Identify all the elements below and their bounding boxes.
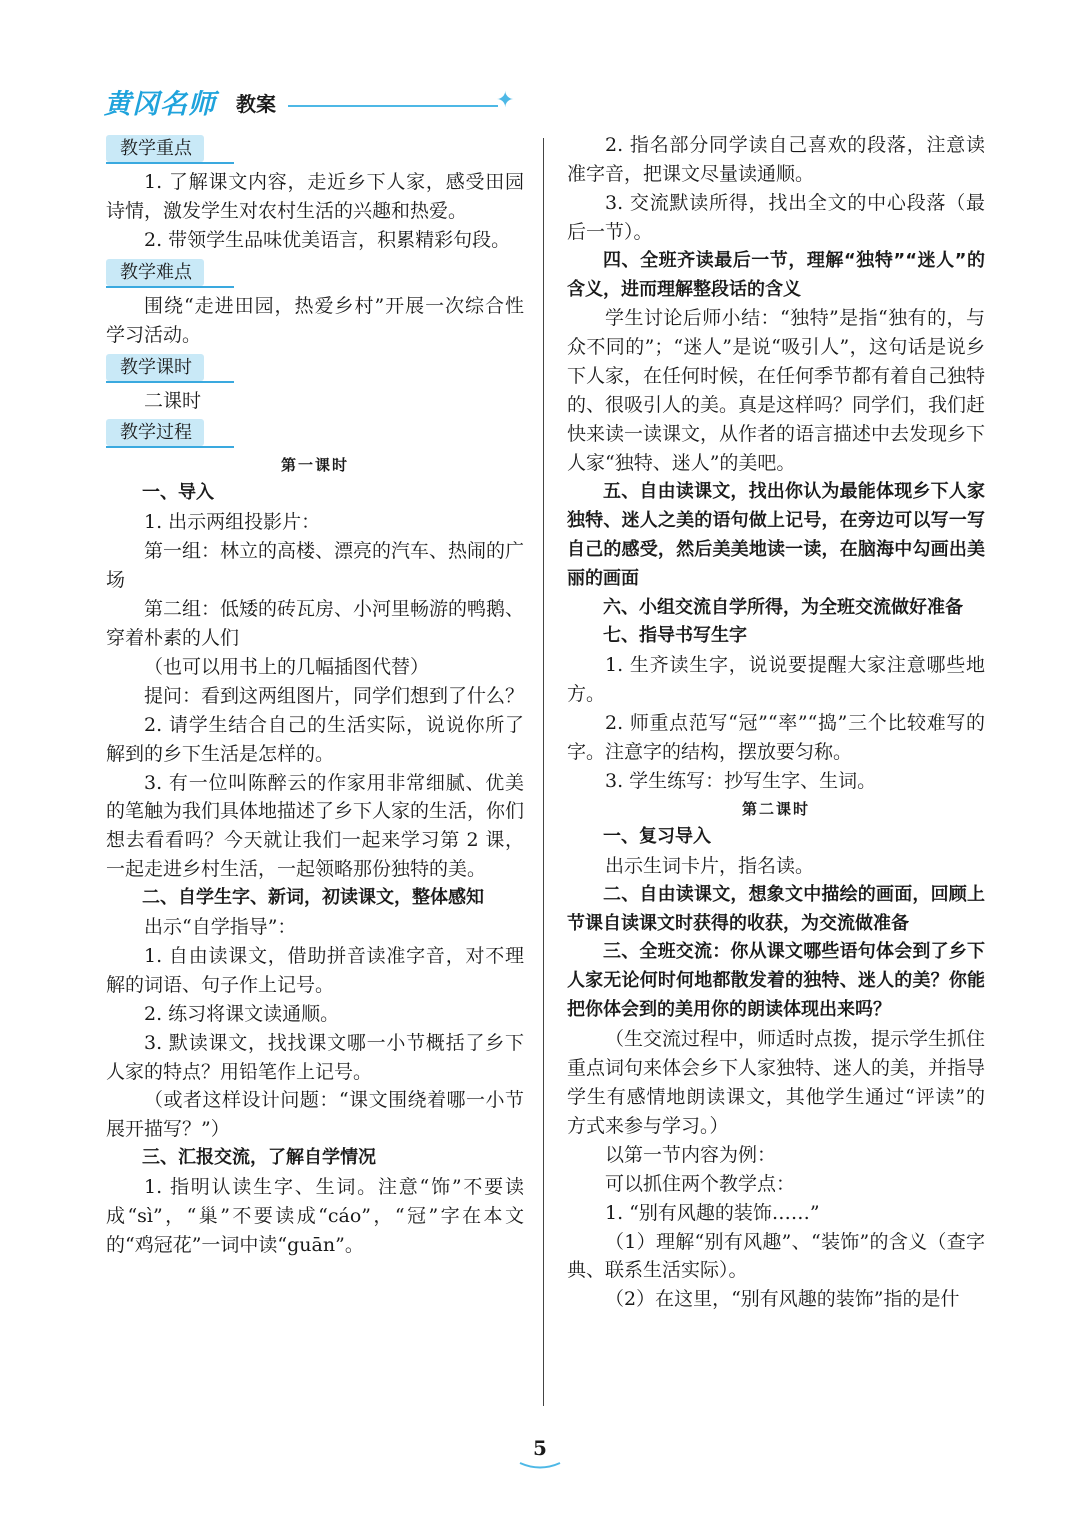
paragraph: 第二组：低矮的砖瓦房、小河里畅游的鸭鹅、穿着朴素的人们 xyxy=(106,598,525,649)
paragraph: 3. 交流默读所得，找出全文的中心段落（最后一节）。 xyxy=(567,191,985,243)
paragraph: 2. 请学生结合自己的生活实际，说说你所了解到的乡下生活是怎样的。 xyxy=(106,713,524,765)
paragraph: 二课时 xyxy=(144,389,202,412)
paragraph: 2. 带领学生品味优美语言，积累精彩句段。 xyxy=(144,228,511,251)
step-heading: 二、自由读课文，想象文中描绘的画面，回顾上节课自读课文时获得的收获，为交流做准备 xyxy=(567,883,985,934)
step-heading: 六、小组交流自学所得，为全班交流做好准备 xyxy=(603,596,963,618)
paragraph: 以第一节内容为例： xyxy=(605,1143,777,1166)
header-rule xyxy=(288,105,498,107)
lesson-title: 第一课时 xyxy=(280,456,349,475)
paragraph: 提问：看到这两组图片，同学们想到了什么？ xyxy=(144,684,525,707)
section-heading: 教学课时 xyxy=(106,354,524,383)
paragraph: 第一组：林立的高楼、漂亮的汽车、热闹的广场 xyxy=(106,540,525,592)
paragraph: （2）在这里，“别有风趣的装饰”指的是什 xyxy=(605,1288,960,1311)
page-number-ornament xyxy=(518,1460,562,1470)
step-heading: 四、全班齐读最后一节，理解“独特”“迷人”的含义，进而理解整段话的含义 xyxy=(567,249,985,300)
left-column xyxy=(106,131,524,1260)
lesson-title: 第二课时 xyxy=(741,799,810,818)
paragraph: 1. 了解课文内容，走近乡下人家，感受田园诗情，激发学生对农村生活的兴趣和热爱。 xyxy=(106,171,524,222)
section-heading: 教学过程 xyxy=(106,419,524,448)
paragraph: 可以抓住两个教学点： xyxy=(605,1172,796,1195)
paragraph: 3. 默读课文，找找课文哪一小节概括了乡下人家的特点？用铅笔作上记号。 xyxy=(106,1031,524,1083)
step-heading: 三、全班交流：你从课文哪些语句体会到了乡下人家无论何时何地都散发着的独特、迷人的美？你能把你体会到的美用你的朗读体现出来吗？ xyxy=(567,941,985,1021)
step-heading: 一、复习导入 xyxy=(603,825,711,847)
paragraph: 2. 师重点范写“冠”“率”“捣”三个比较难写的字。注意字的结构，摆放要匀称。 xyxy=(567,712,985,764)
paragraph: 3. 有一位叫陈醉云的作家用非常细腻、优美的笔触为我们具体地描述了乡下人家的生活，你们想去看看吗？今天就让我们一起来学习第 2 课，一起走进乡村生活，一起领略那份独特的美。 xyxy=(106,771,525,881)
paragraph: 3. 学生练写：抄写生字、生词。 xyxy=(605,769,877,792)
step-heading: 一、导入 xyxy=(142,482,214,504)
right-column xyxy=(567,131,985,1314)
sparkle-icon: ✦ xyxy=(496,88,515,113)
paragraph: （也可以用书上的几幅插图代替） xyxy=(144,655,430,678)
paragraph: （1）理解“别有风趣”、“装饰”的含义（查字典、联系生活实际）。 xyxy=(567,1230,985,1282)
column-divider xyxy=(543,138,544,1406)
paragraph: 1. 出示两组投影片： xyxy=(144,511,321,534)
paragraph: 出示生词卡片，指名读。 xyxy=(605,854,815,877)
paragraph: 1. 生齐读生字，说说要提醒大家注意哪些地方。 xyxy=(567,654,985,706)
section-heading: 教学难点 xyxy=(106,259,524,288)
step-heading: 二、自学生字、新词，初读课文，整体感知 xyxy=(142,887,484,909)
step-heading: 七、指导书写生字 xyxy=(603,625,747,647)
header-subtitle: 教案 xyxy=(236,92,276,116)
step-heading: 五、自由读课文，找出你认为最能体现乡下人家独特、迷人之美的语句做上记号，在旁边可以写一写自己的感受，然后美美地读一读，在脑海中勾画出美丽的画面 xyxy=(567,480,985,589)
section-heading: 教学重点 xyxy=(106,135,524,164)
page-number: 5 xyxy=(533,1436,547,1460)
paragraph: 出示“自学指导”： xyxy=(144,916,297,939)
paragraph: 1. “别有风趣的装饰……” xyxy=(605,1201,820,1224)
paragraph: 2. 指名部分同学读自己喜欢的段落，注意读准字音，把课文尽量读通顺。 xyxy=(567,134,985,185)
paragraph: 围绕“走进田园，热爱乡村”开展一次综合性学习活动。 xyxy=(106,294,524,346)
paragraph: 2. 练习将课文读通顺。 xyxy=(144,1002,340,1025)
paragraph: （或者这样设计问题：“课文围绕着哪一小节展开描写？”） xyxy=(106,1089,524,1141)
paragraph: 1. 自由读课文，借助拼音读准字音，对不理解的词语、句子作上记号。 xyxy=(106,944,524,996)
brand-logo: 黄冈名师 xyxy=(104,89,216,120)
paragraph: （生交流过程中，师适时点拨，提示学生抓住重点词句来体会乡下人家独特、迷人的美，并指导学生有感情地朗读课文，其他学生通过“评读”的方式来参与学习。） xyxy=(567,1028,986,1137)
step-heading: 三、汇报交流，了解自学情况 xyxy=(142,1147,376,1169)
paragraph: 学生讨论后师小结：“独特”是指“独有的，与众不同的”；“迷人”是说“吸引人”，这句话是说乡下人家，在任何时候，在任何季节都有着自己独特的、很吸引人的美。真是这样吗？同学们，我们赶快来读一读课文，从作者的语言描述中去发现乡下人家“独特、迷人”的美吧。 xyxy=(567,307,986,474)
paragraph: 1. 指明认读生字、生词。注意“饰”不要读成“sì”，“巢”不要读成“cáo”，“冠”字在本文的“鸡冠花”一词中读“guān”。 xyxy=(106,1176,524,1256)
